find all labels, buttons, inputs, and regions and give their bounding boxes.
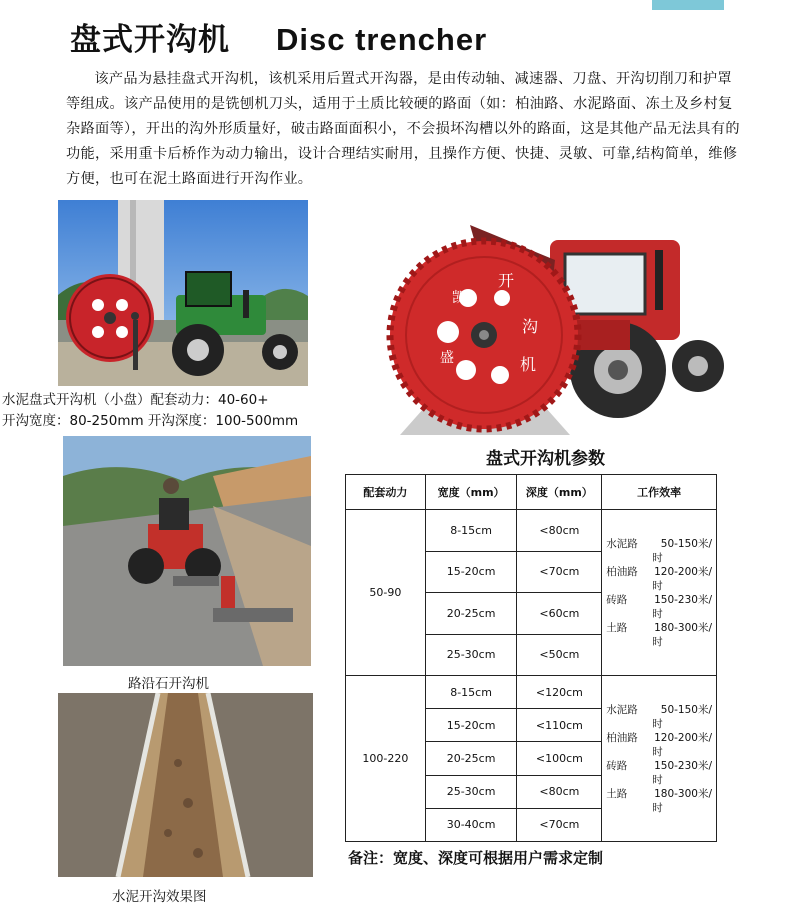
width-cell: 8-15cm	[425, 676, 517, 709]
eff-road: 砖路	[606, 759, 628, 772]
width-cell: 25-30cm	[425, 634, 517, 676]
photo-curb-trencher	[63, 436, 311, 666]
photo-small-disc-trencher-graphic	[58, 200, 308, 386]
depth-cell: <50cm	[517, 634, 602, 676]
eff-rate: 150-230米/	[654, 593, 712, 606]
photo1-caption	[2, 390, 298, 432]
power-cell: 100-220	[346, 676, 426, 842]
eff-unit: 时	[652, 579, 663, 592]
width-cell: 15-20cm	[425, 709, 517, 742]
eff-rate: 50-150米/	[660, 703, 712, 716]
table-row	[346, 676, 717, 709]
eff-unit: 时	[652, 745, 663, 758]
header-efficiency: 工作效率	[602, 475, 717, 510]
width-cell: 25-30cm	[425, 775, 517, 808]
photo-curb-trencher-graphic	[63, 436, 311, 666]
width-cell: 8-15cm	[425, 510, 517, 552]
photo-trench-effect-graphic	[58, 693, 313, 877]
efficiency-cell	[602, 510, 717, 676]
title-zh: 盘式开沟机	[70, 22, 230, 58]
header-width: 宽度（mm）	[425, 475, 517, 510]
photo-main-disc-trencher-graphic	[380, 220, 725, 445]
photo2-caption: 路沿石开沟机	[128, 676, 209, 692]
intro-paragraph: 该产品为悬挂盘式开沟机，该机采用后置式开沟器，是由传动轴、减速器、刀盘、开沟切削刀和护罩等组成。该产品使用的是铣刨机刀头，适用于土质比较硬的路面（如：柏油路、水泥路面、冻土及乡村复杂路面等），开出的沟外形质量好，破击路面面积小，不会损坏沟槽以外的路面，这是其他产品无法具有的功能，采用重卡后桥作为动力输出，设计合理结实耐用，且操作方便、快捷、灵敏、可靠,结构简单，维修方便，也可在泥土路面进行开沟作业。	[66, 71, 740, 187]
depth-cell: <110cm	[517, 709, 602, 742]
depth-cell: <80cm	[517, 775, 602, 808]
photo1-caption-line2: 开沟宽度：80-250mm 开沟深度：100-500mm	[2, 413, 299, 429]
disc-char-1: 开	[498, 271, 515, 290]
power-cell: 50-90	[346, 510, 426, 676]
eff-unit: 时	[652, 773, 663, 786]
eff-road: 土路	[606, 787, 628, 800]
eff-road: 水泥路	[606, 537, 638, 550]
corner-decoration	[652, 0, 724, 10]
table-note: 备注：宽度、深度可根据用户需求定制	[348, 849, 604, 867]
eff-unit: 时	[652, 717, 663, 730]
depth-cell: <70cm	[517, 551, 602, 593]
disc-char-2: 沟	[522, 317, 539, 336]
depth-cell: <70cm	[517, 808, 602, 841]
photo-main-disc-trencher	[380, 220, 725, 445]
table-row	[346, 510, 717, 552]
depth-cell: <100cm	[517, 742, 602, 775]
disc-char-5: 盛	[440, 350, 454, 366]
eff-rate: 120-200米/	[654, 731, 712, 744]
eff-unit: 时	[652, 551, 663, 564]
eff-road: 砖路	[606, 593, 628, 606]
eff-rate: 150-230米/	[654, 759, 712, 772]
photo-small-disc-trencher	[58, 200, 308, 386]
eff-road: 土路	[606, 621, 628, 634]
width-cell: 15-20cm	[425, 551, 517, 593]
depth-cell: <80cm	[517, 510, 602, 552]
eff-rate: 120-200米/	[654, 565, 712, 578]
page-title	[70, 14, 487, 59]
eff-road: 柏油路	[606, 731, 638, 744]
header-power: 配套动力	[346, 475, 426, 510]
photo1-caption-line1: 水泥盘式开沟机（小盘）配套动力：40-60+	[2, 392, 269, 408]
header-depth: 深度（mm）	[517, 475, 602, 510]
photo3-caption: 水泥开沟效果图	[112, 889, 207, 905]
disc-char-4: 凯	[452, 290, 466, 306]
eff-road: 柏油路	[606, 565, 638, 578]
efficiency-cell	[602, 676, 717, 842]
eff-unit: 时	[652, 801, 663, 814]
width-cell: 20-25cm	[425, 742, 517, 775]
table-title: 盘式开沟机参数	[486, 449, 605, 469]
eff-unit: 时	[652, 607, 663, 620]
depth-cell: <60cm	[517, 593, 602, 635]
eff-rate: 180-300米/	[654, 787, 712, 800]
table-header-row	[346, 475, 717, 510]
width-cell: 30-40cm	[425, 808, 517, 841]
depth-cell: <120cm	[517, 676, 602, 709]
title-en: Disc trencher	[276, 22, 488, 57]
eff-rate: 180-300米/	[654, 621, 712, 634]
eff-unit: 时	[652, 635, 663, 648]
width-cell: 20-25cm	[425, 593, 517, 635]
eff-road: 水泥路	[606, 703, 638, 716]
disc-char-3: 机	[520, 355, 537, 374]
eff-rate: 50-150米/	[660, 537, 712, 550]
photo-trench-effect	[58, 693, 313, 877]
params-table	[345, 474, 717, 842]
